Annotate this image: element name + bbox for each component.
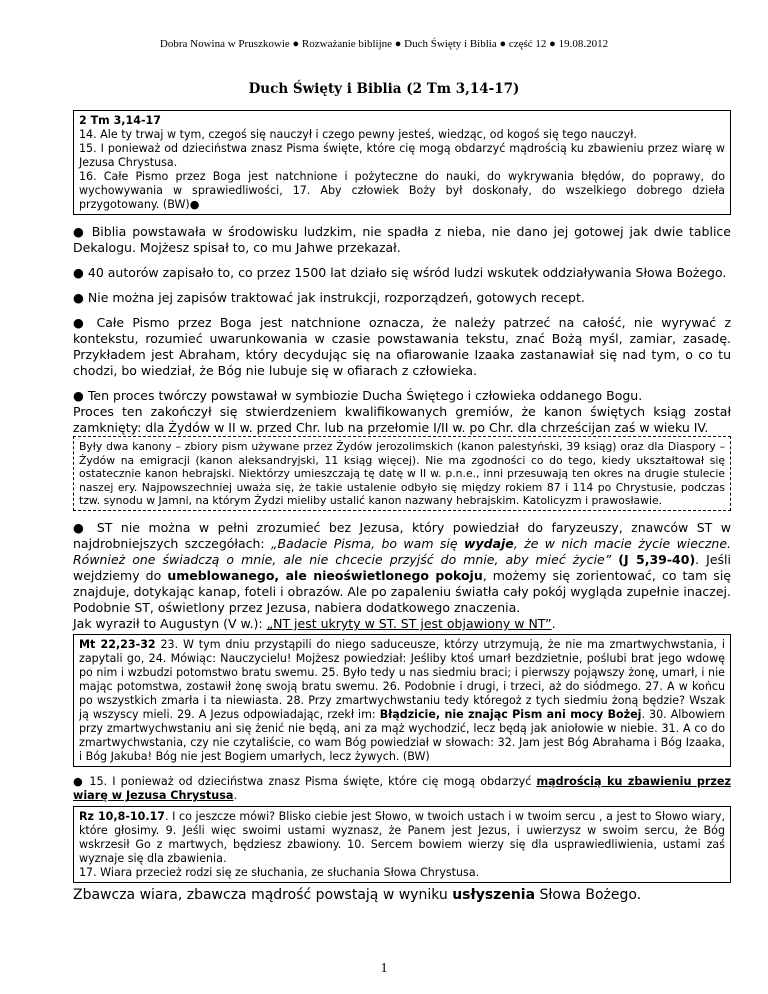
text-emphasis: usłyszenia	[452, 886, 536, 903]
paragraph: ● Nie można jej zapisów traktować jak instrukcji, rozporządzeń, gotowych recept.	[73, 290, 585, 305]
paragraph	[73, 775, 731, 804]
text-emphasis: Błądzicie, nie znając Pism ani mocy Bożej	[379, 707, 642, 721]
text: . I co jeszcze mówi? Blisko ciebie jest Słowo, w twoich ustach i w twoim sercu , a jest to Słowo wiary, które głosimy. 9. Jeśli więc swoimi ustami wyznasz, że Panem jest Jezus, i uwierzysz w swoim sercu, że Bóg wskrzesił Go z martwych, będziesz zbawiony. 10. Sercem bowiem wierzy się dla usprawiedliwienia, ustami zaś wyznaje się dla zbawienia.	[79, 809, 725, 865]
page-title: Duch Święty i Biblia (2 Tm 3,14-17)	[248, 81, 520, 97]
text: Jak wyraził to Augustyn (V w.):	[73, 615, 267, 631]
verse-line: 16. Całe Pismo przez Boga jest natchnione i pożyteczne do nauki, do wykrywania błędów, do poprawy, do wychowywania w sprawiedliwości, 17. Aby człowiek Boży był doskonały, do wszelkiego dobrego dzieła przygotowany. (BW)●	[79, 170, 725, 211]
closing-paragraph	[73, 886, 731, 904]
quote: „Badacie Pisma, bo wam się	[271, 535, 464, 551]
augustine-quote: „NT jest ukryty w ST. ST jest objawiony w NT”	[266, 615, 552, 631]
canon-note-box: Były dwa kanony – zbiory pism używane przez Żydów jerozolimskich (kanon palestyński, 39 ksiąg) oraz dla Diaspory – Żydów na emigracji (kanon aleksandryjski, 11 ksiąg więcej). Nie ma zgodności co do tego, kiedy ukształtował się ostatecznie kanon hebrajski. Niektórzy umieszczają tę datę w II w. p.n.e., inni przesuwają ten okres na drugie stulecie naszej ery. Najpowszechniej uważa się, że takie ustalenie odbyło się między rokiem 87 i 114 po Chrystusie, podczas tzw. synodu w Jamni, na którym Żydzi mieliby ustalić kanon nazwany hebrajskim. Katolicyzm i prawosławie.	[73, 436, 731, 511]
page-header: Dobra Nowina w Pruszkowie ● Rozważanie biblijne ● Duch Święty i Biblia ● część 12 ● 19.08.2012	[159, 38, 609, 50]
text-emphasis: umeblowanego, ale nieoświetlonego pokoju	[167, 567, 483, 583]
paragraph: ● Całe Pismo przez Boga jest natchnione oznacza, że należy patrzeć na całość, nie wyrywać z kontekstu, rozumieć uwarunkowania w czasie powstawania tekstu, znać Bożą myśl, zamiar, zasadę. Przykładem jest Abraham, który decydując się na ofiarowanie Izaaka zastanawiał się nad tym, o co tu chodzi, bo wiedział, że Bóg nie lubuje się w ofiarach z człowieka.	[73, 315, 731, 378]
text: Zbawcza wiara, zbawcza mądrość powstają w wyniku	[73, 886, 453, 903]
text: ● 15. I ponieważ od dzieciństwa znasz Pisma święte, które cię mogą obdarzyć	[73, 774, 537, 788]
box-ref: Rz 10,8-10.17	[79, 809, 166, 823]
quote-ref: (J 5,39-40)	[618, 551, 696, 567]
scripture-box-rz	[73, 806, 731, 883]
scripture-box-2tm	[73, 110, 731, 215]
text: .	[233, 789, 238, 803]
text: Słowa Bożego.	[535, 886, 642, 903]
verse-line: 14. Ale ty trwaj w tym, czegoś się nauczył i czego pewny jesteś, wiedząc, od kogoś się tego nauczył.	[79, 128, 637, 141]
quote-emphasis: wydaje	[463, 535, 514, 551]
quote: , że w nich macie życie wieczne. Również one świadczą o mnie, ale nie chcecie przyjść do mnie, aby mieć życie”	[73, 535, 731, 567]
text: , możemy się zorientować, co tam się znajduje, dotykając kanap, foteli i obrazów. Ale po zapaleniu światła cały pokój wygląda zupełnie inaczej. Podobnie ST, oświetlony przez Jezusa, nabiera dodatkowego znaczenia.	[73, 567, 731, 615]
text: 23. W tym dniu przystąpili do niego saduceusze, którzy utrzymują, że nie ma zmartwychwstania, i zapytali go, 24. Mówiąc: Nauczycielu! Mojżesz powiedział: Jeśliby ktoś umarł bezdzietnie, poślubi brat jego wdowę po nim i wzbudzi potomstwo bratu swemu. 25. Było tedy u nas siedmiu braci; i pierwszy pojąwszy żonę, umarł, i nie mając potomstwa, zostawił żonę swoją bratu swemu. 26. Podobnie i drugi, i trzeci, aż do siódmego. 27. A w końcu po wszystkich zmarła i ta niewiasta. 28. Przy zmartwychwstaniu tedy któregoż z tych siedmiu żoną będzie? Wszak ją wszyscy mieli. 29. A Jezus odpowiadając, rzekł im:	[79, 637, 725, 721]
scripture-box-mt	[73, 634, 731, 767]
box-ref: Mt 22,23-32	[79, 637, 156, 651]
text: ● ST nie można w pełni zrozumieć bez Jezusa, który powiedział do faryzeuszy, znawców ST w najdrobniejszych szczegółach:	[73, 519, 731, 551]
page-number: 1	[380, 961, 388, 976]
paragraph: ● Ten proces twórczy powstawał w symbiozie Ducha Świętego i człowieka oddanego Bogu.	[73, 388, 643, 403]
text: 17. Wiara przecież rodzi się ze słuchania, ze słuchania Słowa Chrystusa.	[79, 865, 480, 879]
box-ref: 2 Tm 3,14-17	[79, 114, 161, 127]
verse-line: 15. I ponieważ od dzieciństwa znasz Pisma święte, które cię mogą obdarzyć mądrością ku zbawieniu przez wiarę w Jezusa Chrystusa.	[79, 142, 725, 169]
paragraph: ● Biblia powstawała w środowisku ludzkim, nie spadła z nieba, nie dano jej gotowej jak dwie tablice Dekalogu. Mojżesz spisał to, co mu Jahwe przekazał.	[73, 224, 731, 255]
paragraph-jesus	[73, 520, 731, 632]
text: .	[551, 615, 556, 631]
text: . Jeśli wejdziemy do	[73, 551, 731, 583]
paragraph: Proces ten zakończył się stwierdzeniem kwalifikowanych gremiów, że kanon świętych ksiąg został zamknięty: dla Żydów w II w. przed Chr. lub na przełomie I/II w. po Chr. dla chrześcijan zaś w wieku IV.	[73, 404, 731, 435]
content	[73, 110, 731, 904]
paragraph: ● 40 autorów zapisało to, co przez 1500 lat działo się wśród ludzi wskutek oddziaływania Słowa Bożego.	[73, 265, 727, 280]
text-emphasis: mądrością ku zbawieniu przez wiarę w Jezusa Chrystusa	[73, 774, 731, 803]
text: . 30. Albowiem przy zmartwychwstaniu ani się żenić nie będą, ani za mąż wychodzić, lecz będą jak aniołowie w niebie. 31. A co do zmartwychwstania, czy nie czytaliście, co wam Bóg powiedział w słowach: 32. Jam jest Bóg Abrahama i Bóg Izaaka, i Bóg Jakuba! Bóg nie jest Bogiem umarłych, lecz żywych. (BW)	[79, 707, 725, 763]
